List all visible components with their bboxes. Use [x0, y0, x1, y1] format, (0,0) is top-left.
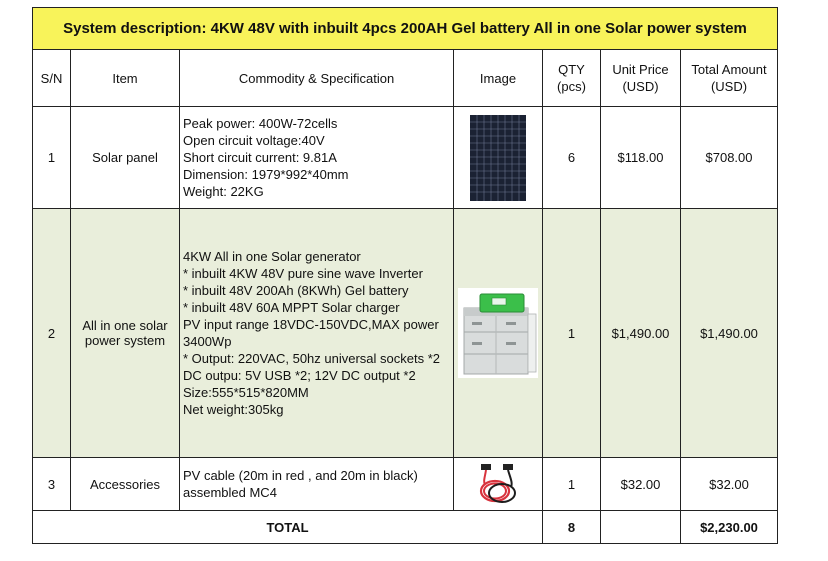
spec-line: PV input range 18VDC-150VDC,MAX power	[183, 317, 439, 332]
spec-line: 4KW All in one Solar generator	[183, 249, 361, 264]
spec-line: 3400Wp	[183, 334, 232, 349]
spec-line: Peak power: 400W-72cells	[183, 116, 338, 131]
table-row	[33, 458, 778, 511]
solar-panel-image	[470, 115, 526, 201]
total-qty: 8	[543, 511, 601, 544]
system-title: System description: 4KW 48V with inbuilt 4pcs 200AH Gel battery All in one Solar power system	[33, 8, 778, 50]
row-total: $1,490.00	[681, 209, 778, 458]
title-row	[33, 8, 778, 50]
row-image-cell	[454, 209, 543, 458]
row-image-cell	[454, 458, 543, 511]
spec-line: * Output: 220VAC, 50hz universal sockets *2	[183, 351, 441, 366]
spec-line: Dimension: 1979*992*40mm	[183, 167, 349, 182]
spec-line: Net weight:305kg	[183, 402, 284, 417]
row-item-line1: All in one solar	[82, 318, 168, 333]
header-unit-line1: Unit Price	[612, 62, 669, 77]
table-row	[33, 209, 778, 458]
header-total-amount	[681, 50, 778, 107]
row-item: Accessories	[71, 458, 180, 511]
row-qty: 1	[543, 458, 601, 511]
spec-line: Short circuit current: 9.81A	[183, 150, 337, 165]
row-total: $32.00	[681, 458, 778, 511]
row-sn: 1	[33, 107, 71, 209]
row-unit-price: $32.00	[601, 458, 681, 511]
header-qty	[543, 50, 601, 107]
row-spec	[180, 209, 454, 458]
row-spec	[180, 107, 454, 209]
spec-line: Size:555*515*820MM	[183, 385, 309, 400]
header-qty-line1: QTY	[558, 62, 585, 77]
row-item-line2: power system	[84, 333, 166, 348]
row-qty: 6	[543, 107, 601, 209]
total-label: TOTAL	[33, 511, 543, 544]
header-total-line2: (USD)	[710, 79, 748, 94]
header-spec: Commodity & Specification	[180, 50, 454, 107]
header-qty-line2: (pcs)	[557, 79, 586, 94]
power-system-image	[458, 288, 538, 378]
total-row	[33, 511, 778, 544]
header-sn: S/N	[33, 50, 71, 107]
row-sn: 2	[33, 209, 71, 458]
header-unit-line2: (USD)	[622, 79, 659, 94]
spec-table	[32, 7, 778, 544]
total-amount: $2,230.00	[681, 511, 778, 544]
row-spec	[180, 458, 454, 511]
row-unit-price: $118.00	[601, 107, 681, 209]
spec-line: Open circuit voltage:40V	[183, 133, 325, 148]
spec-line: DC outpu: 5V USB *2; 12V DC output *2	[183, 368, 416, 383]
row-item	[71, 209, 180, 458]
row-qty: 1	[543, 209, 601, 458]
header-image: Image	[454, 50, 543, 107]
row-unit-price: $1,490.00	[601, 209, 681, 458]
table-row	[33, 107, 778, 209]
spec-line: * inbuilt 48V 200Ah (8KWh) Gel battery	[183, 283, 409, 298]
spec-line: * inbuilt 48V 60A MPPT Solar charger	[183, 300, 400, 315]
total-unit-empty	[601, 511, 681, 544]
cable-image	[475, 461, 521, 507]
header-row	[33, 50, 778, 107]
row-item: Solar panel	[71, 107, 180, 209]
spec-line: Weight: 22KG	[183, 184, 264, 199]
row-sn: 3	[33, 458, 71, 511]
spec-line: PV cable (20m in red , and 20m in black)	[183, 468, 418, 483]
header-item: Item	[71, 50, 180, 107]
row-total: $708.00	[681, 107, 778, 209]
spec-line: assembled MC4	[183, 485, 277, 500]
header-unit-price	[601, 50, 681, 107]
header-total-line1: Total Amount	[691, 62, 767, 77]
row-image-cell	[454, 107, 543, 209]
spec-line: * inbuilt 4KW 48V pure sine wave Inverter	[183, 266, 423, 281]
